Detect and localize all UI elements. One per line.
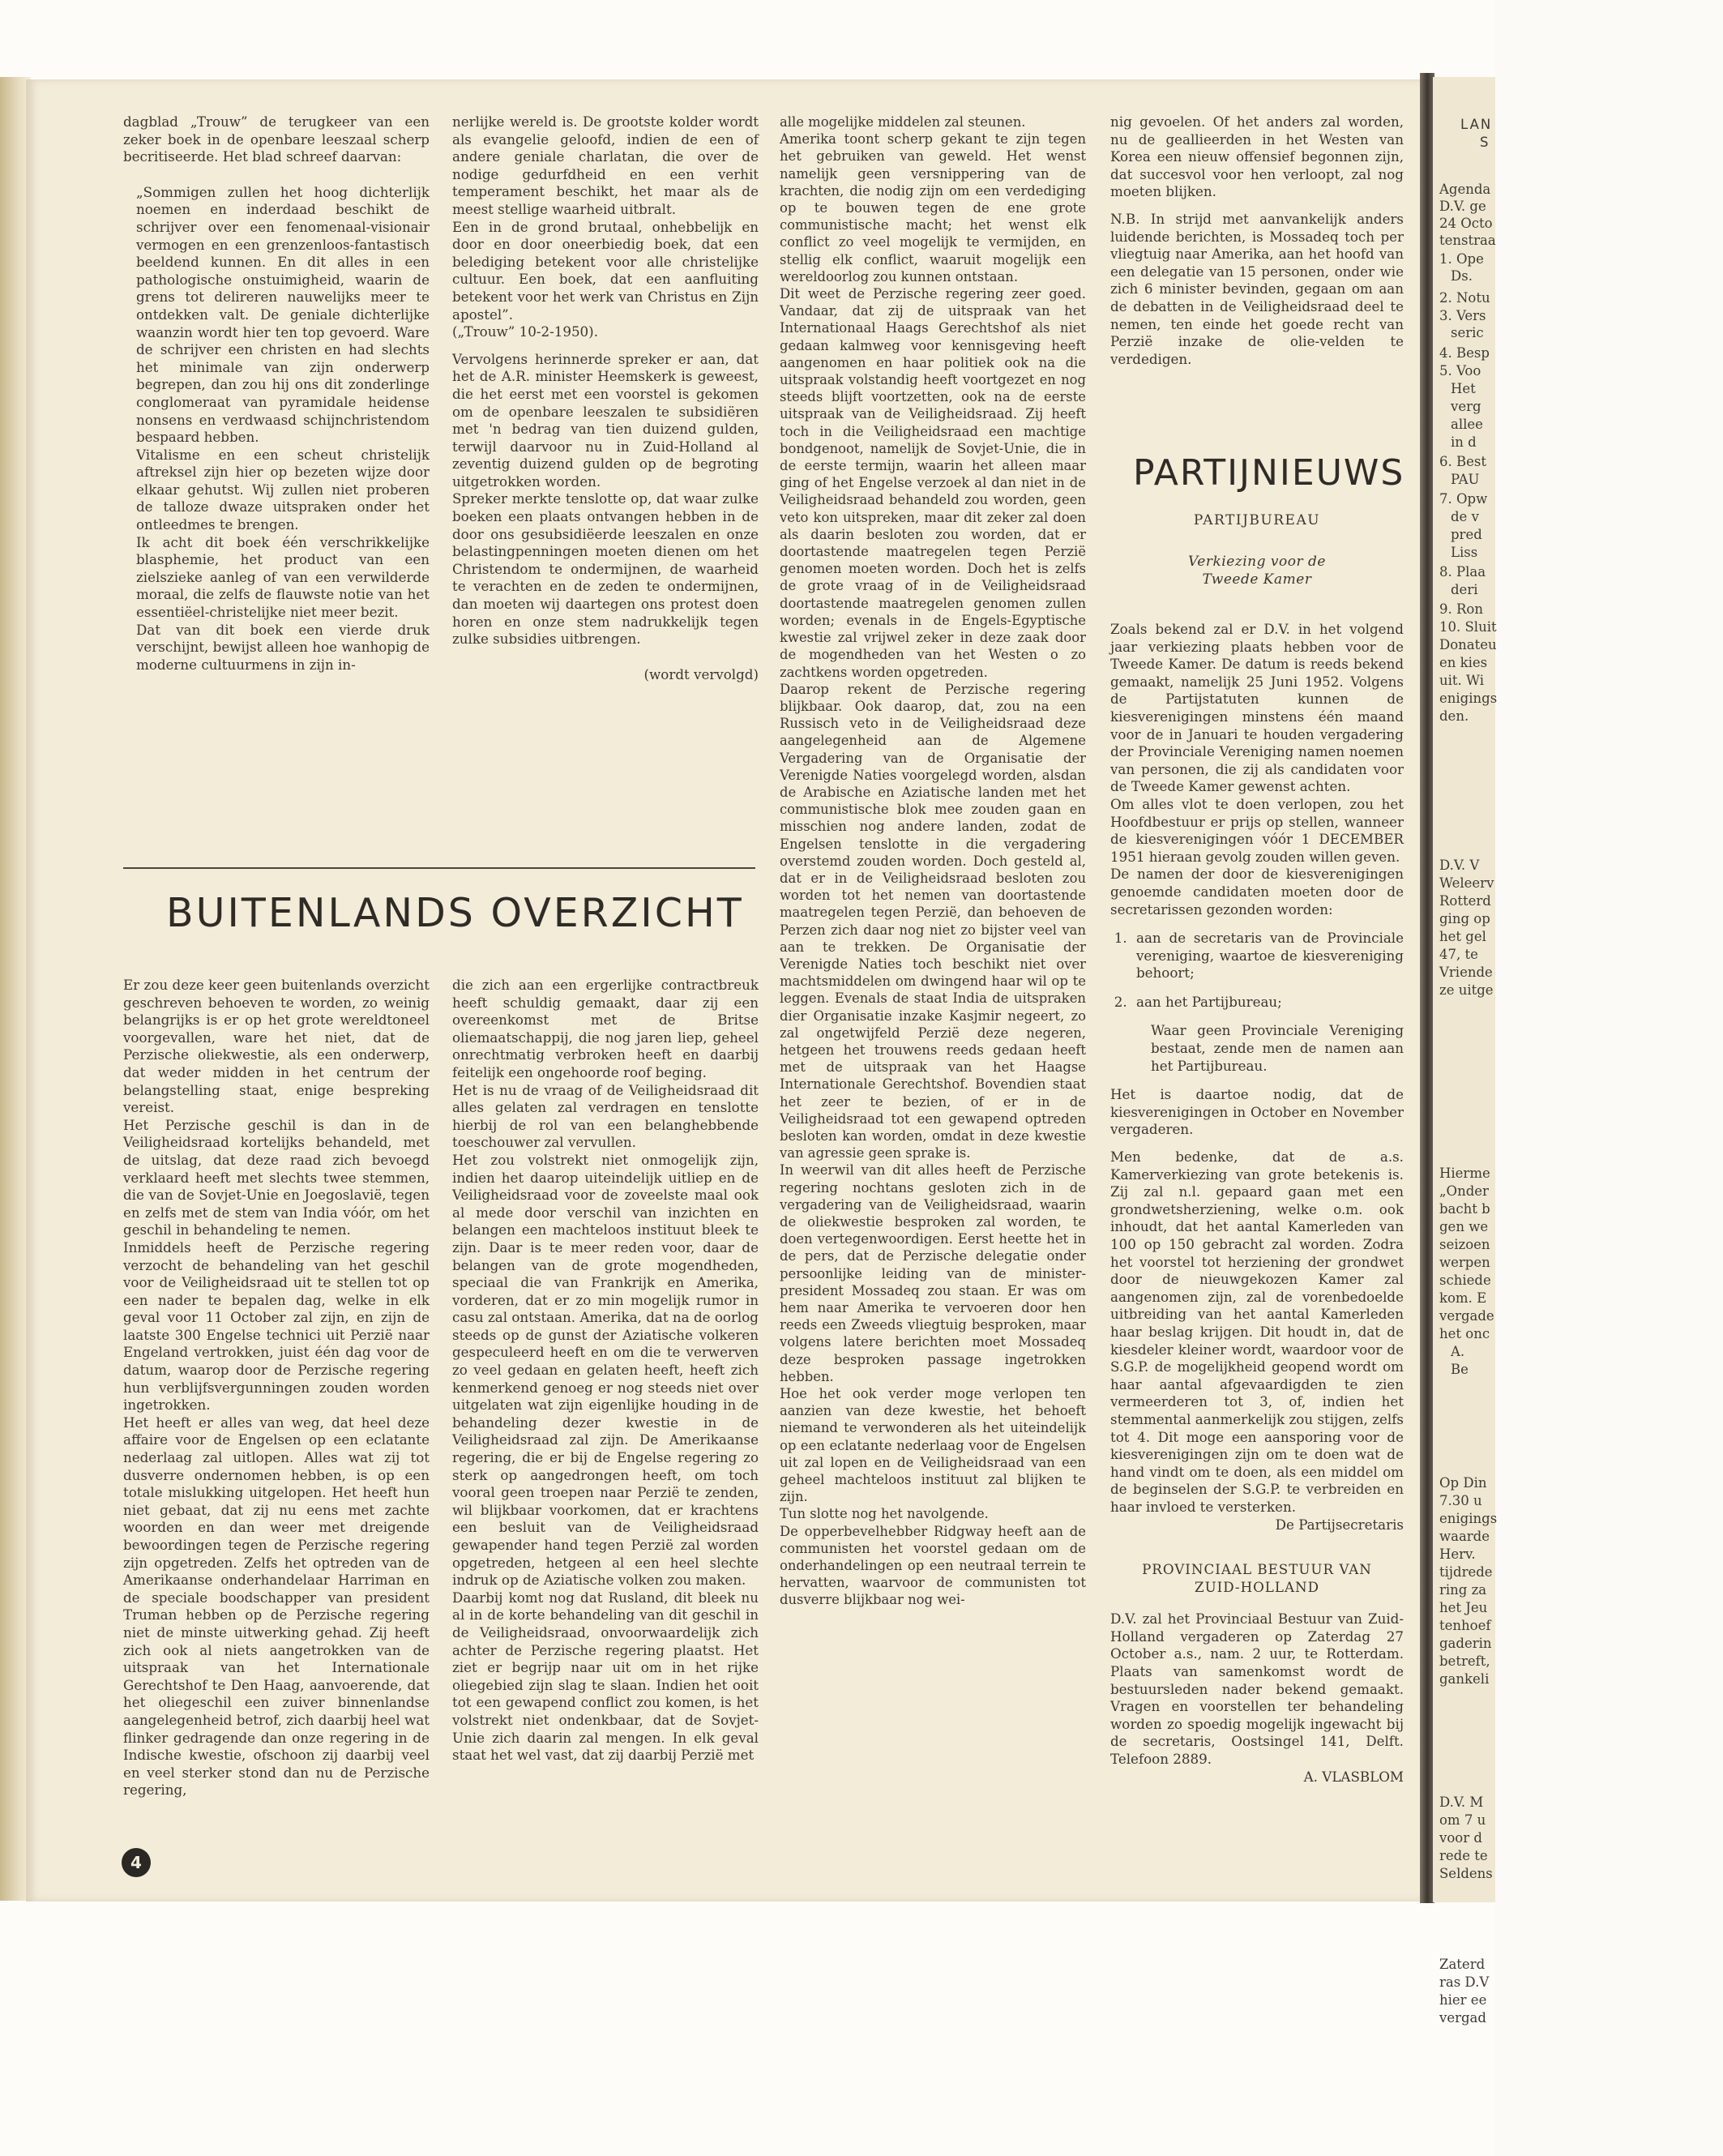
section-divider <box>123 867 755 869</box>
fragment: Be <box>1451 1362 1469 1377</box>
paragraph: Een in de grond brutaal, onhebbelijk en door en door oneerbiedig boek, dat een belediging betekent voor alle christelijke cultuur. Een boek, dat een aanfluiting betekent voor het werk van Christus en Zijn apostel”. <box>452 218 759 323</box>
fragment: Seldens <box>1439 1866 1493 1881</box>
paragraph: alle mogelijke middelen zal steunen. <box>780 114 1026 130</box>
fragment: betreft, <box>1439 1653 1490 1669</box>
paragraph: Het is daartoe nodig, dat de kiesverenigingen in October en November vergaderen. <box>1110 1086 1404 1138</box>
fragment: in d <box>1451 434 1477 450</box>
fragment: 5. Voo <box>1439 363 1481 379</box>
fragment: Op Din <box>1439 1475 1487 1491</box>
fragment: den. <box>1439 708 1469 724</box>
quote-paragraph: „Sommigen zullen het hoog dichterlijk noemen en inderdaad beschikt de schrijver over een fenomenaal-visionair vermogen en een grenzenloos-fantastisch beeldend kunnen. En dit alles in een pathologische onstuimigheid, waarin de grens tot delireren nauwelijks meer te ontdekken valt. De geniale dichterlijke waanzin wordt hier ten top gevoerd. Ware de schrijver een christen en had slechts het minimale van zijn onderwerp begrepen, dan zou hij ons dit zonderlinge conglomeraat van pyramidale heidense nonsens en verdwaasd schijnchristendom bespaard hebben. <box>136 183 430 446</box>
fragment: rede te <box>1439 1848 1488 1863</box>
paragraph: Spreker merkte tenslotte op, dat waar zulke boeken een plaats ontvangen hebben in de door ons gesubsidiëerde leeszalen en onze belastingpenningen moeten dienen om het Christendom te ondermijnen, de waarheid te verachten en de zeden te ondermijnen, dan moeten wij daartegen ons protest doen horen en onze stem nadrukkelijk tegen zulke subsidies uitbrengen. <box>452 490 759 648</box>
fragment: gankeli <box>1439 1671 1490 1687</box>
paragraph: Zoals bekend zal er D.V. in het volgend jaar verkiezing plaats hebben voor de Tweede Kamer. De datum is reeds bekend gemaakt, namelijk 25 Juni 1952. Volgens de Partijstatuten kunnen de kiesverenigingen minstens één maand voor de in Januari te houden vergadering der Provinciale Vereniging namen noemen van personen, die zij als candidaten voor de Tweede Kamer gewenst achten. <box>1110 621 1404 795</box>
fragment: allee <box>1451 417 1483 432</box>
list-note: Waar geen Provinciale Vereniging bestaat, zende men de namen aan het Partijbureau. <box>1151 1022 1404 1074</box>
paragraph: Dit weet de Perzische regering zeer goed. Vandaar, dat zij de uitspraak van het Internationaal Haags Gerechtshof als niet gedaan kalmweg voor kennisgeving heeft aangenomen en haar politiek ook na die uitspraak volstandig heeft voortgezet en nog steeds blijft voortzetten, ook na de eerste uitspraak van de Veiligheidsraad. Zij heeft toch in die Veiligheidsraad een machtige bondgenoot, namelijk de Sovjet-Unie, die in de eerste termijn, waarin het alleen maar ging of het Engelse verzoek al dan niet in de Veiligheidsraad behandeld zou worden, geen veto kon uitspreken, maar dit zeker zal doen als daarin besloten zou worden, dat er doortastende maatregelen tegen Perzië genomen moeten worden. Doch het is zelfs de grote vraag of in de Veiligheidsraad doortastende maatregelen genomen zullen worden; evenals in de Engels-Egyptische kwestie zal vrijwel zeker in deze zaak door de mogendheden van het Westen o zo zachtkens worden opgetreden. <box>780 286 1086 680</box>
fragment: 7.30 u <box>1439 1493 1482 1508</box>
fragment: ras D.V <box>1439 1974 1490 1990</box>
fragment: gen we <box>1439 1219 1489 1234</box>
fragment: de v <box>1451 509 1479 524</box>
fragment: 1. Ope <box>1439 251 1484 267</box>
quote-paragraph: Ik acht dit boek één verschrikkelijke blasphemie, het product van een zielszieke aanleg of van een verwilderde moraal, die zelfs de flauwste notie van het essentiëel-christelijke niet meer bezit. <box>136 533 430 621</box>
fragment: Liss <box>1451 545 1478 560</box>
recipient-list <box>1110 930 1404 1011</box>
citation: („Trouw” 10-2-1950). <box>452 323 598 340</box>
fragment: schiede <box>1439 1273 1491 1288</box>
paragraph: Inmiddels heeft de Perzische regering verzocht de behandeling van het geschil voor de Veiligheidsraad uit te stellen tot op een nader te bepalen dag, welke in elk geval voor 11 October zal zijn, en zijn de laatste 300 Engelse technici uit Perzië naar Engeland vertrokken, juist één dag voor de datum, waarop door de Perzische regering hun verblijfsvergunningen zouden worden ingetrokken. <box>123 1238 430 1414</box>
fragment: D.V. ge <box>1439 199 1486 214</box>
paragraph: dagblad „Trouw” de terugkeer van een zeker boek in de openbare leeszaal scherp becritiseerde. Het blad schreef daarvan: <box>123 113 430 165</box>
fragment: pred <box>1451 527 1482 542</box>
paragraph: Amerika toont scherp gekant te zijn tegen het gebruiken van geweld. Het wenst namelijk geen versnippering van de krachten, die nodig zijn om een verdediging op te bouwen tegen de ene grote communistische macht; het wenst elk conflict zo veel mogelijk te vermijden, en stellig elk conflict, waaruit mogelijk een wereldoorlog zou kunnen ontstaan. <box>780 131 1086 284</box>
fragment: tijdrede <box>1439 1564 1493 1580</box>
column-4-top <box>1110 113 1404 368</box>
fragment: Rotterd <box>1439 893 1491 909</box>
list-item: 2. aan het Partijbureau; <box>1131 994 1404 1012</box>
paragraph: In weerwil van dit alles heeft de Perzische regering nochtans gesloten zich in de vergadering van de Veiligheidsraad, waarin de oliekwestie besproken zal worden, te doen vertegenwoordigen. Eerst heette het in de pers, dat de Perzische delegatie onder persoonlijke leiding van de minister-president Mossadeq zou staan. Er was om hem naar Amerika te vervoeren door hen reeds een Zweeds vliegtuig besproken, maar volgens latere berichten moet Mossadeq deze besproken passage ingetrokken hebben. <box>780 1162 1086 1384</box>
fragment: waarde <box>1439 1529 1490 1544</box>
fragment: D.V. V <box>1439 858 1480 873</box>
buitenlands-column-1 <box>123 977 430 1799</box>
paragraph: Tun slotte nog het navolgende. <box>780 1506 989 1522</box>
next-page-heading: LAN <box>1460 117 1493 132</box>
next-page-heading: S <box>1480 135 1489 150</box>
paragraph: Men bedenke, dat de a.s. Kamerverkiezing van grote betekenis is. Zij zal n.l. gepaard gaan met een grondwetsherziening, welke o.m. ook inhoudt, dat het aantal Kamerleden van 100 op 150 gebracht zal worden. Zodra het voorstel tot herziening der grondwet door de nieuwgekozen Kamer zal aangenomen zijn, zal de vorenbedoelde uitbreiding van het aantal Kamerleden haar beslag krijgen. Dit houdt in, dat de kiesdeler kleiner wordt, waardoor voor de S.G.P. de mogelijkheid geopend wordt om haar aantal afgevaardigden te zien vermeerderen tot 3, of, indien het stemmental aanmerkelijk zou stijgen, zelfs tot 4. Dit moge een aansporing voor de kiesverenigingen zijn om te doen wat de hand vindt om te doen, als een middel om de beginselen der S.G.P. te verbreiden en haar invloed te versterken. <box>1110 1149 1404 1515</box>
paragraph: Het Perzische geschil is dan in de Veiligheidsraad kortelijks behandeld, met de uitslag, dat deze raad zich bevoegd verklaard heeft met slechts twee stemmen, die van de Sovjet-Unie en Joegoslavië, tegen en zelfs met de stem van India vóór, om het geschil in behandeling te nemen. <box>123 1116 430 1238</box>
fragment: verg <box>1451 399 1481 414</box>
paragraph: Daarbij komt nog dat Rusland, dit bleek nu al in de korte behandeling van dit geschil in de Veiligheidsraad, onvoorwaardelijk zich achter de Perzische regering plaatst. Het ziet er begrijp naar uit om in het rijke oliegebied zijn slag te slaan. Indien het ooit tot een gewapend conflict zou komen, is het volstrekt niet ondenkbaar, dat de Sovjet-Unie zich daarin zal mengen. In elk geval staat het wel vast, dat zij daarbij Perzië met <box>452 1589 759 1764</box>
fragment: 10. Sluit <box>1439 619 1497 635</box>
fragment: het onc <box>1439 1326 1490 1341</box>
fragment: bacht b <box>1439 1201 1490 1217</box>
fragment: ging op <box>1439 911 1490 926</box>
fragment: tenstraa <box>1439 233 1496 248</box>
fragment: 8. Plaa <box>1439 564 1486 580</box>
paragraph: Er zou deze keer geen buitenlands overzicht geschreven behoeven te worden, zo weinig belangrijks is er op het grote wereldtoneel voorgevallen, ware het niet, dat de Perzische oliekwestie, als een onderwerp, dat weder midden in het centrum der belangstelling staat, enige bespreking vereist. <box>123 977 430 1116</box>
continued-note: (wordt vervolgd) <box>643 665 759 682</box>
paragraph: De opperbevelhebber Ridgway heeft aan de communisten het voorstel gedaan om de onderhandelingen op een neutraal terrein te hervatten, waarvoor de communisten tot dusverre blijkbaar nog wei- <box>780 1523 1086 1608</box>
fragment: het Jeu <box>1439 1600 1488 1615</box>
buitenlands-column-3 <box>780 113 1086 1609</box>
fragment: 7. Opw <box>1439 491 1488 507</box>
fragment: Vriende <box>1439 965 1493 980</box>
fragment: tenhoef <box>1439 1618 1491 1633</box>
signature: A. VLASBLOM <box>1303 1768 1404 1785</box>
fragment: 47, te <box>1439 947 1478 962</box>
fragment: 9. Ron <box>1439 601 1483 617</box>
partijbureau-label: PARTIJBUREAU <box>1193 512 1321 528</box>
fragment: 6. Best <box>1439 454 1486 469</box>
fragment: ring za <box>1439 1582 1487 1598</box>
column-2-top <box>452 113 759 683</box>
fragment: vergade <box>1439 1308 1494 1324</box>
fragment: om 7 u <box>1439 1812 1486 1828</box>
column-4-body <box>1110 621 1404 1786</box>
partijnieuws-headline: PARTIJNIEUWS <box>1133 452 1405 494</box>
paragraph: Vervolgens herinnerde spreker er aan, dat het de A.R. minister Heemskerk is geweest, die het eerst met een voorstel is gekomen om de openbare leeszalen te subsidiëren met 'n bedrag van tien duizend gulden, terwijl daarvoor nu in Zuid-Holland al zeventig duizend gulden op de begroting uitgetrokken worden. <box>452 350 759 490</box>
fragment: Zaterd <box>1439 1957 1486 1972</box>
fragment: 3. Vers <box>1439 308 1486 323</box>
fragment: 24 Octo <box>1439 216 1493 231</box>
fragment: kom. E <box>1439 1290 1487 1306</box>
fragment: voor d <box>1439 1830 1482 1846</box>
fragment: vergad <box>1439 2010 1486 2026</box>
paragraph: Het heeft er alles van weg, dat heel deze affaire voor de Engelsen op een eclatante nederlaag zal uitlopen. Alles wat zij tot dusverre ondernomen hebben, is op een totale mislukking uitgelopen. Het heeft hun niet gebaat, dat zij nu eens met zachte woorden en dan weer met dreigende bewoordingen tegen de Perzische regering zijn opgetreden. Zelfs het optreden van de Amerikaanse onderhandelaar Harriman en de speciale boodschapper van president Truman hebben op de Perzische regering niet de minste uitwerking gehad. Zij heeft zich ook al niets aangetrokken van de uitspraak van het Internationale Gerechtshof te Den Haag, aanvoerende, dat het oliegeschil een zuiver binnenlandse aangelegenheid betrof, zich daarbij heel wat flinker gedragende dan onze regering in de Indische kwestie, ofschoon zij daarbij veel en veel sterker stond dan nu de Perzische regering, <box>123 1414 430 1799</box>
fragment: seizoen <box>1439 1237 1490 1252</box>
fragment: uit. Wi <box>1439 673 1484 688</box>
paragraph: Om alles vlot te doen verlopen, zou het Hoofdbestuur er prijs op stellen, wanneer de kiesverenigingen vóór 1 DECEMBER 1951 hieraan gevolg zouden willen geven. <box>1110 795 1404 865</box>
fragment: en kies <box>1439 655 1488 670</box>
fragment: het gel <box>1439 929 1486 944</box>
buitenlands-headline: BUITENLANDS OVERZICHT <box>166 890 744 936</box>
paragraph: N.B. In strijd met aanvankelijk anders luidende berichten, is Mossadeq toch per vliegtuig naar Amerika, aan het hoofd van een delegatie van 15 personen, onder wie zich 6 minister bevinden, gegaan om aan de debatten in de Veiligheidsraad deel te nemen, ten einde het goede recht van Perzië inzake de olie-velden te verdedigen. <box>1110 210 1404 367</box>
paragraph: Het zou volstrekt niet onmogelijk zijn, indien het daarop uiteindelijk uitliep en de Veiligheidsraad voor de zoveelste maal ook al mede door verschil van inzichten en belangen een machteloos instituut bleek te zijn. Daar is te meer reden voor, daar de belangen van de grote mogendheden, speciaal die van Frankrijk en Amerika, vorderen, dat er zo min mogelijk rumor in casu zal ontstaan. Amerika, dat na de oorlog steeds op de gunst der Aziatische volkeren gespeculeerd heeft en om die te verwerven zo veel gedaan en gelaten heeft, heeft zich kenmerkend genoeg er nog steeds niet over uitgelaten wat zijn eigenlijke houding in de behandeling dezer kwestie in de Veiligheidsraad zal zijn. De Amerikaanse regering, die er bij de Engelse regering zo sterk op aangedrongen heeft, om toch vooral geen troepen naar Perzië te zenden, wil blijkbaar voorkomen, dat er krachtens een besluit van de Veiligheidsraad gewapender hand tegen Perzië zal worden opgetreden, hetgeen al een heel slechte indruk op de Aziatische volken zou maken. <box>452 1151 759 1589</box>
paragraph: nig gevoelen. Of het anders zal worden, nu de geallieerden in het Westen van Korea een nieuw offensief begonnen zijn, dat succesvol voor hen verloopt, zal nog moeten blijken. <box>1110 113 1404 200</box>
fragment: 4. Besp <box>1439 345 1490 361</box>
paragraph: Daarop rekent de Perzische regering blijkbaar. Ook daarop, dat, zou na een Russisch veto in de Veiligheidsraad deze aangelegenheid aan de Algemene Vergadering van de Organisatie der Verenigde Naties voorgelegd worden, alsdan de Arabische en Aziatische landen met het communistische blok mee zouden gaan en misschien nog andere landen, zodat de Engelsen tenslotte in die vergadering overstemd zouden worden. Doch gesteld al, dat er in de Veiligheidsraad besloten zou worden tot het nemen van doortastende maatregelen tegen Perzië, dan behoeven de Perzen zich daar nog niet zo bijster veel van aan te trekken. De Organisatie der Verenigde Naties toch beschikt niet over machtsmiddelen om dwingend haar wil op te leggen. Evenals de staat India de uitspraken dier Organisatie inzake Kasjmir negeert, zo zal ongetwijfeld Perzië deze negeren, hetgeen het trouwens reeds gedaan heeft met de uitspraak van het Haagse Internationale Gerechtshof. Bovendien staat het zeer te bezien, of er in de Veiligheidsraad tot een gewapend optreden besloten kan worden, omdat in deze kwestie van agressie geen sprake is. <box>780 681 1086 1161</box>
fragment: enigings <box>1439 691 1498 706</box>
fragment: gaderin <box>1439 1636 1492 1651</box>
paragraph: D.V. zal het Provinciaal Bestuur van Zuid-Holland vergaderen op Zaterdag 27 October a.s., nam. 2 uur, te Rotterdam. Plaats van samenkomst wordt de bestuursleden nader bekend gemaakt. Vragen en voorstellen ter behandeling worden zo spoedig mogelijk ingewacht bij de secretaris, Oostsingel 141, Delft. Telefoon 2889. <box>1110 1611 1404 1768</box>
fragment: Herv. <box>1439 1546 1476 1562</box>
quote-paragraph: Dat van dit boek een vierde druk verschijnt, bewijst alleen hoe wanhopig de moderne cultuurmens in zijn in- <box>136 621 430 673</box>
fragment: Donateu <box>1439 637 1497 652</box>
fragment: Het <box>1451 381 1476 396</box>
column-1-top <box>123 113 430 674</box>
buitenlands-column-2 <box>452 977 759 1765</box>
paragraph: die zich aan een ergerlijke contractbreuk heeft schuldig gemaakt, daar zij een overeenkomst met de Britse oliemaatschappij, die nog jaren liep, geheel onrechtmatig verbroken heeft en daarbij feitelijk een ongehoorde roof beging. <box>452 977 759 1080</box>
next-page-fragment <box>1433 77 1498 2026</box>
fragment: ze uitge <box>1439 982 1494 998</box>
fragment: enigings <box>1439 1511 1498 1526</box>
section-subtitle: Verkiezing voor de Tweede Kamer <box>1188 554 1326 588</box>
page-number: 4 <box>122 1848 151 1877</box>
list-item: 1. aan de secretaris van de Provinciale vereniging, waartoe de kiesvereniging behoort; <box>1131 930 1404 982</box>
quote-paragraph: Vitalisme en een scheut christelijk aftreksel zijn hier op bezeten wijze door elkaar gehutst. Wij zullen niet proberen de talloze dwaze uitspraken onder het ontleedmes te brengen. <box>136 446 430 533</box>
fragment: seric <box>1451 325 1484 340</box>
fragment: Weleerv <box>1439 875 1494 891</box>
paragraph: nerlijke wereld is. De grootste kolder wordt als evangelie geloofd, indien de een of andere geniale charlatan, die over de nodige gedurfdheid en een verhit temperament beschikt, het maar als de meest stellige waarheid uitbralt. <box>452 113 759 217</box>
fragment: Hierme <box>1439 1166 1490 1181</box>
fragment: 2. Notu <box>1439 290 1490 306</box>
fragment: D.V. M <box>1439 1795 1484 1810</box>
fragment: hier ee <box>1439 1992 1487 2008</box>
paragraph: De namen der door de kiesverenigingen genoemde candidaten moeten door de secretarissen gezonden worden: <box>1110 866 1404 918</box>
signature: De Partijsecretaris <box>1275 1516 1404 1533</box>
fragment: A. <box>1451 1344 1465 1359</box>
fragment: deri <box>1451 582 1478 597</box>
fragment: Agenda <box>1439 182 1491 197</box>
fragment: „Onder <box>1439 1183 1489 1199</box>
fragment: PAU <box>1451 472 1480 487</box>
provinciaal-title: PROVINCIAAL BESTUUR VAN ZUID-HOLLAND <box>1142 1561 1372 1595</box>
fragment: werpen <box>1439 1255 1490 1270</box>
paragraph: Het is nu de vraag of de Veiligheidsraad dit alles gelaten zal verdragen en tenslotte hierbij de rol van een belanghebbende toeschouwer zal vervullen. <box>452 1081 759 1151</box>
fragment: Ds. <box>1451 268 1473 284</box>
paragraph: Hoe het ook verder moge verlopen ten aanzien van deze kwestie, het behoeft niemand te verwonderen als het uiteindelijk op een eclatante nederlaag voor de Engelsen uit zal lopen en de Veiligheidsraad van een geheel machteloos instituut zal blijken te zijn. <box>780 1386 1086 1505</box>
